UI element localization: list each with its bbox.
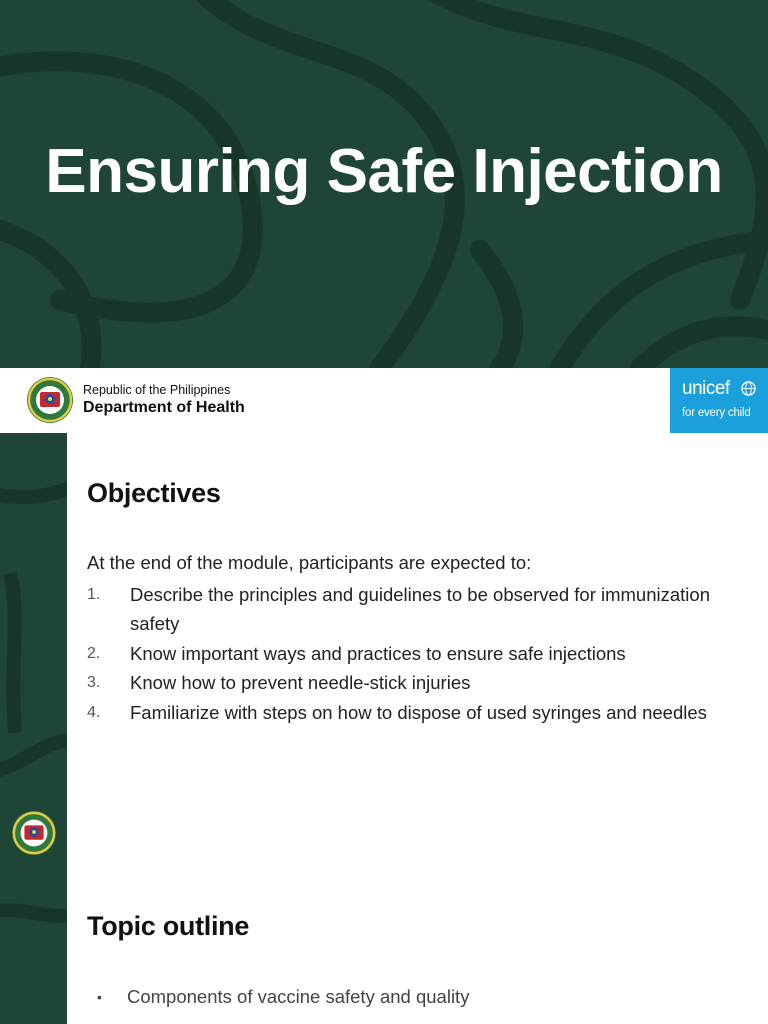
objective-number: 2. [87, 644, 101, 662]
doh-seal-small-icon [11, 810, 57, 856]
objective-text: Know how to prevent needle-stick injuries [130, 672, 471, 694]
page-title: Ensuring Safe Injection [45, 137, 723, 206]
objective-number: 4. [87, 703, 101, 721]
objective-item [87, 698, 727, 727]
objective-text: Know important ways and practices to ensure safe injections [130, 642, 626, 664]
doh-republic-text: Republic of the Philippines [83, 383, 231, 397]
objective-item [87, 580, 727, 639]
bullet: • [97, 989, 102, 1005]
unicef-tagline: for every child [682, 407, 751, 419]
objectives-intro: At the end of the module, participants are expected to: [87, 552, 532, 573]
objectives-list [87, 580, 727, 727]
doh-department-text: Department of Health [83, 399, 245, 416]
objective-item [87, 639, 727, 668]
topic-list [97, 984, 469, 1010]
left-sidebar [0, 433, 67, 1024]
objective-text: Describe the principles and guidelines to be observed for immunization safety [130, 584, 710, 635]
unicef-logo [670, 368, 768, 433]
objective-text: Familiarize with steps on how to dispose of used syringes and needles [130, 701, 707, 723]
sidebar-pattern [0, 433, 67, 1024]
unicef-wordmark: unicef [682, 378, 730, 399]
topic-outline-heading: Topic outline [87, 911, 250, 941]
objective-number: 3. [87, 674, 101, 692]
objective-item [87, 668, 727, 697]
title-hero [0, 0, 768, 368]
topic-item [97, 984, 469, 1010]
objective-number: 1. [87, 586, 101, 603]
doh-seal-icon [26, 376, 74, 424]
objectives-heading: Objectives [87, 478, 221, 508]
unicef-globe-icon [741, 381, 756, 396]
topic-text: Components of vaccine safety and quality [127, 986, 470, 1007]
doh-label [83, 383, 245, 418]
